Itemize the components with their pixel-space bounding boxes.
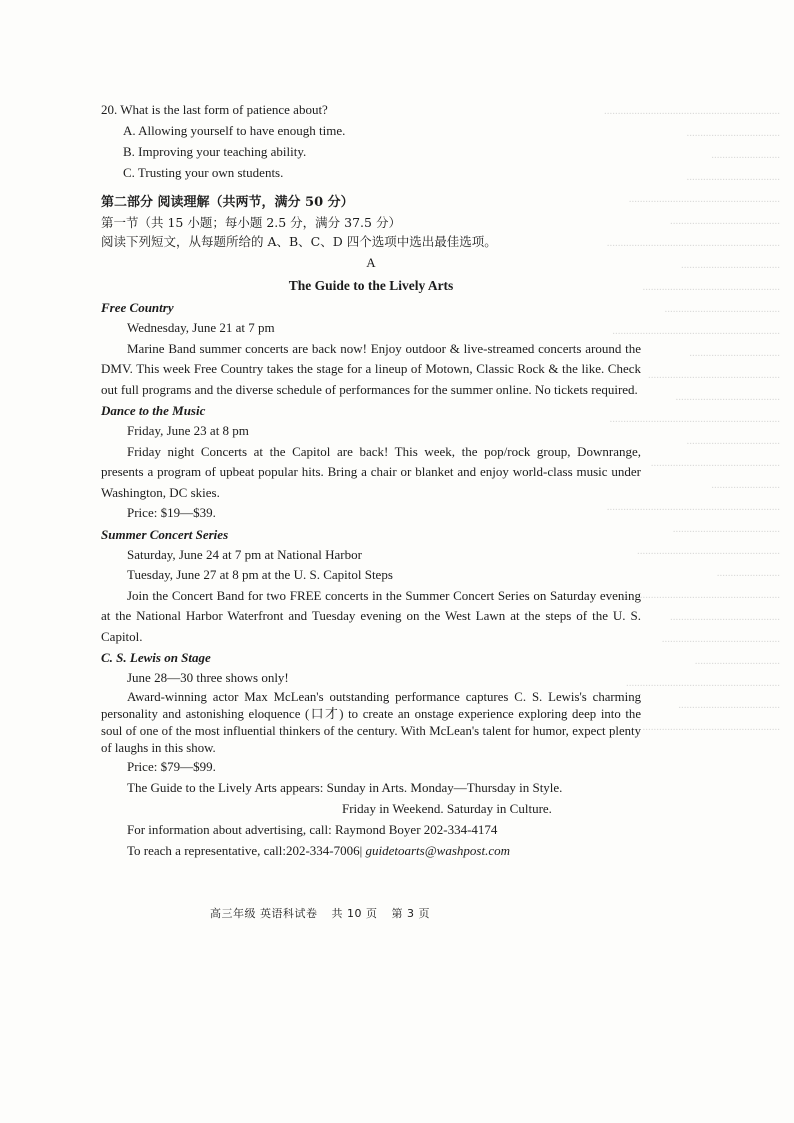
total-pages: 共 10 页 bbox=[331, 907, 378, 920]
event-cs-lewis-on-stage bbox=[101, 648, 641, 777]
option-c: C. Trusting your own students. bbox=[123, 165, 284, 180]
option-a: A. Allowing yourself to have enough time. bbox=[123, 123, 346, 138]
representative-contact bbox=[101, 840, 641, 861]
passage-title: The Guide to the Lively Arts bbox=[288, 278, 454, 293]
event-name: Summer Concert Series bbox=[101, 526, 229, 542]
section-header: 第一节（共 15 小题；每小题 2.5 分，满分 37.5 分） bbox=[101, 215, 401, 230]
schedule-line-2: Friday in Weekend. Saturday in Culture. bbox=[342, 801, 552, 816]
event-date: Tuesday, June 27 at 8 pm at the U. S. Capitol Steps bbox=[127, 567, 393, 582]
passage-letter: A bbox=[366, 255, 376, 270]
event-name: Dance to the Music bbox=[101, 403, 206, 418]
event-name: C. S. Lewis on Stage bbox=[101, 650, 211, 665]
contact-email: guidetoarts@washpost.com bbox=[365, 843, 510, 858]
question-20 bbox=[101, 100, 641, 183]
bleed-through-text: ................................................................ .................................. ......................... .................................. ....................................................... ........................................ ............................................................... .................................... .................................................. .......................................... ............................................................. ................................. ................................................ ...................................... .............................................................. .................................. ............................................... ......................... ............................................................... ....................................... .................................................... ....................... ............................................................ ........................................ ........................................... ............................... ........................................................ ..................................... .................................................. bbox=[604, 105, 780, 733]
event-description: Friday night Concerts at the Capitol are back! This week, the pop/rock group, Downrange, presents a program of upbeat popular hits. Bring a chair or blanket and enjoy world-class music under Washington, DC skies. bbox=[101, 443, 641, 500]
page-content bbox=[101, 100, 641, 861]
exam-name: 高三年级 英语科试卷 bbox=[210, 907, 318, 920]
event-free-country bbox=[101, 298, 641, 400]
part-title: 第二部分 阅读理解（共两节，满分 50 分） bbox=[101, 195, 354, 210]
event-date: Wednesday, June 21 at 7 pm bbox=[127, 320, 275, 335]
event-date: June 28—30 three shows only! bbox=[127, 670, 289, 685]
event-description: Award-winning actor Max McLean's outstanding performance captures C. S. Lewis's charming personality and astonishing eloquence (口才) to create an onstage experience exploring deep into the soul of one of the most influential thinkers of the century. With McLean's talent for humor, expect plenty of laughs in this show. bbox=[101, 689, 641, 755]
event-price: Price: $19—$39. bbox=[127, 505, 216, 520]
page-footer bbox=[210, 905, 570, 921]
option-b: B. Improving your teaching ability. bbox=[123, 144, 307, 159]
instructions: 阅读下列短文，从每题所给的 A、B、C、D 四个选项中选出最佳选项。 bbox=[101, 234, 497, 249]
event-description: Join the Concert Band for two FREE concerts in the Summer Concert Series on Saturday evening at the National Harbor Waterfront and Tuesday evening on the West Lawn at the steps of the U. S. Capitol. bbox=[101, 587, 641, 644]
page-number: 第 3 页 bbox=[391, 907, 430, 920]
event-date: Saturday, June 24 at 7 pm at National Harbor bbox=[127, 546, 362, 562]
schedule-line: The Guide to the Lively Arts appears: Sunday in Arts. Monday—Thursday in Style. bbox=[127, 780, 563, 795]
question-stem: 20. What is the last form of patience about? bbox=[101, 102, 328, 117]
event-price: Price: $79—$99. bbox=[127, 758, 216, 774]
event-date: Friday, June 23 at 8 pm bbox=[127, 423, 249, 438]
event-description: Marine Band summer concerts are back now! Enjoy outdoor & live-streamed concerts around the DMV. This week Free Country takes the stage for a lineup of Motown, Classic Rock & the like. Check out full programs and the diverse schedule of performances for the summer online. No tickets required. bbox=[101, 340, 641, 397]
advertising-contact: For information about advertising, call: Raymond Boyer 202-334-4174 bbox=[127, 822, 498, 837]
event-name: Free Country bbox=[101, 300, 174, 315]
event-dance-to-the-music bbox=[101, 401, 641, 524]
event-summer-concert-series bbox=[101, 525, 641, 648]
representative-phone: To reach a representative, call:202-334-7006| bbox=[127, 843, 366, 858]
